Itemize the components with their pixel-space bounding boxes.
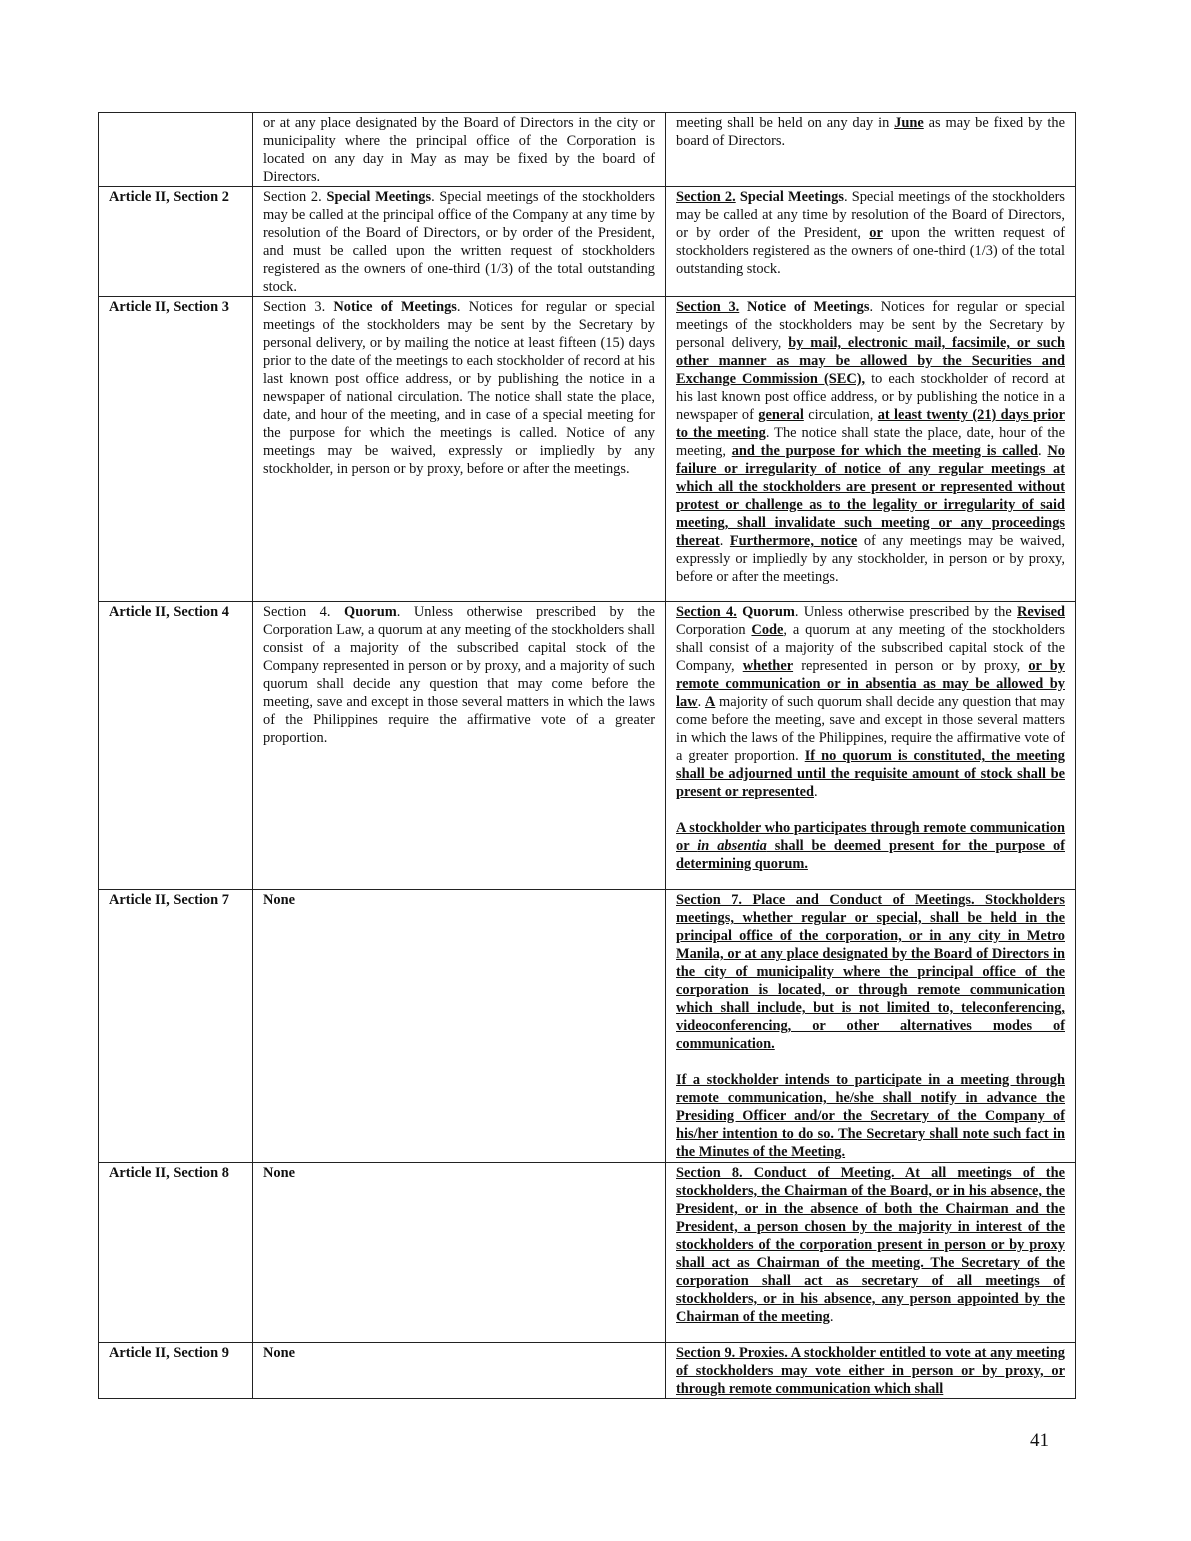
original-text-cell: or at any place designated by the Board of Directors in the city or municipality where the principal office of the Corporation is located on any day in May as may be fixed by the board of Directors. xyxy=(253,113,666,187)
original-text-cell: None xyxy=(253,1163,666,1343)
article-cell xyxy=(99,113,253,187)
article-cell: Article II, Section 4 xyxy=(99,602,253,890)
table-row xyxy=(99,602,1076,890)
article-cell: Article II, Section 2 xyxy=(99,187,253,297)
amended-text-cell: Section 3. Notice of Meetings. Notices for regular or special meetings of the stockholders may be sent by the Secretary by personal delivery, by mail, electronic mail, facsimile, or such other manner as may be allowed by the Securities and Exchange Commission (SEC), to each stockholder of record at his last known post office address, or by publishing the notice in a newspaper of general circulation, at least twenty (21) days prior to the meeting. The notice shall state the place, date, hour of the meeting, and the purpose for which the meeting is called. No failure or irregularity of notice of any regular meetings at which all the stockholders are present or represented without protest or challenge as to the legality or irregularity of said meeting, shall invalidate such meeting or any proceedings thereat. Furthermore, notice of any meetings may be waived, expressly or impliedly by any stockholder, in person or by proxy, before or after the meetings. xyxy=(666,297,1076,602)
amended-text-cell: Section 9. Proxies. A stockholder entitled to vote at any meeting of stockholders may vote either in person or by proxy, or through remote communication which shall xyxy=(666,1343,1076,1399)
table-row xyxy=(99,113,1076,187)
table-row xyxy=(99,1163,1076,1343)
original-text-cell: Section 3. Notice of Meetings. Notices for regular or special meetings of the stockholders may be sent by the Secretary by personal delivery, or by mailing the notice at least fifteen (15) days prior to the date of the meetings to each stockholder of record at his last known post office address, or by publishing the notice in a newspaper of national circulation. The notice shall state the place, date, and hour of the meeting, and in case of a special meeting for the purpose for which the meetings is called. Notice of any meetings may be waived, expressly or impliedly by any stockholder, in person or by proxy, before or after the meetings. xyxy=(253,297,666,602)
page-number: 41 xyxy=(1030,1430,1049,1451)
original-text-cell: Section 4. Quorum. Unless otherwise prescribed by the Corporation Law, a quorum at any meeting of the stockholders shall consist of a majority of the subscribed capital stock of the Company represented in person or by proxy, and a majority of such quorum shall decide any question that may come before the meeting, save and except in those several matters in which the laws of the Philippines require the affirmative vote of a greater proportion. xyxy=(253,602,666,890)
article-cell: Article II, Section 8 xyxy=(99,1163,253,1343)
table-row xyxy=(99,890,1076,1163)
article-cell: Article II, Section 3 xyxy=(99,297,253,602)
amended-text-cell: Section 7. Place and Conduct of Meetings. Stockholders meetings, whether regular or special, shall be held in the principal office of the corporation, or in any city in Metro Manila, or at any place designated by the Board of Directors in the city of municipality where the principal office of the corporation is located, or through remote communication which shall include, but is not limited to, teleconferencing, videoconferencing, or other alternatives modes of communication. If a stockholder intends to participate in a meeting through remote communication, he/she shall notify in advance the Presiding Officer and/or the Secretary of the Company of his/her intention to do so. The Secretary shall note such fact in the Minutes of the Meeting. xyxy=(666,890,1076,1163)
article-cell: Article II, Section 7 xyxy=(99,890,253,1163)
table-row xyxy=(99,187,1076,297)
amendment-comparison-table xyxy=(98,112,1076,1399)
amended-text-cell: Section 2. Special Meetings. Special meetings of the stockholders may be called at any time by resolution of the Board of Directors, or by order of the President, or upon the written request of stockholders registered as the owners of one-third (1/3) of the total outstanding stock. xyxy=(666,187,1076,297)
amended-text-cell: meeting shall be held on any day in June as may be fixed by the board of Directors. xyxy=(666,113,1076,187)
original-text-cell: None xyxy=(253,890,666,1163)
table-row xyxy=(99,297,1076,602)
original-text-cell: None xyxy=(253,1343,666,1399)
original-text-cell: Section 2. Special Meetings. Special meetings of the stockholders may be called at the principal office of the Company at any time by resolution of the Board of Directors, or by order of the President, and must be called upon the written request of stockholders registered as the owners of one-third (1/3) of the total outstanding stock. xyxy=(253,187,666,297)
amended-text-cell: Section 8. Conduct of Meeting. At all meetings of the stockholders, the Chairman of the Board, or in his absence, the President, or in the absence of both the Chairman and the President, a person chosen by the majority in interest of the stockholders of the corporation present in person or by proxy shall act as Chairman of the meeting. The Secretary of the corporation shall act as secretary of all meetings of stockholders, or in his absence, any person appointed by the Chairman of the meeting. xyxy=(666,1163,1076,1343)
table-row xyxy=(99,1343,1076,1399)
amended-text-cell: Section 4. Quorum. Unless otherwise prescribed by the Revised Corporation Code, a quorum at any meeting of the stockholders shall consist of a majority of the subscribed capital stock of the Company, whether represented in person or by proxy, or by remote communication or in absentia as may be allowed by law. A majority of such quorum shall decide any question that may come before the meeting, save and except in those several matters in which the laws of the Philippines, require the affirmative vote of a greater proportion. If no quorum is constituted, the meeting shall be adjourned until the requisite amount of stock shall be present or represented. A stockholder who participates through remote communication or in absentia shall be deemed present for the purpose of determining quorum. xyxy=(666,602,1076,890)
article-cell: Article II, Section 9 xyxy=(99,1343,253,1399)
